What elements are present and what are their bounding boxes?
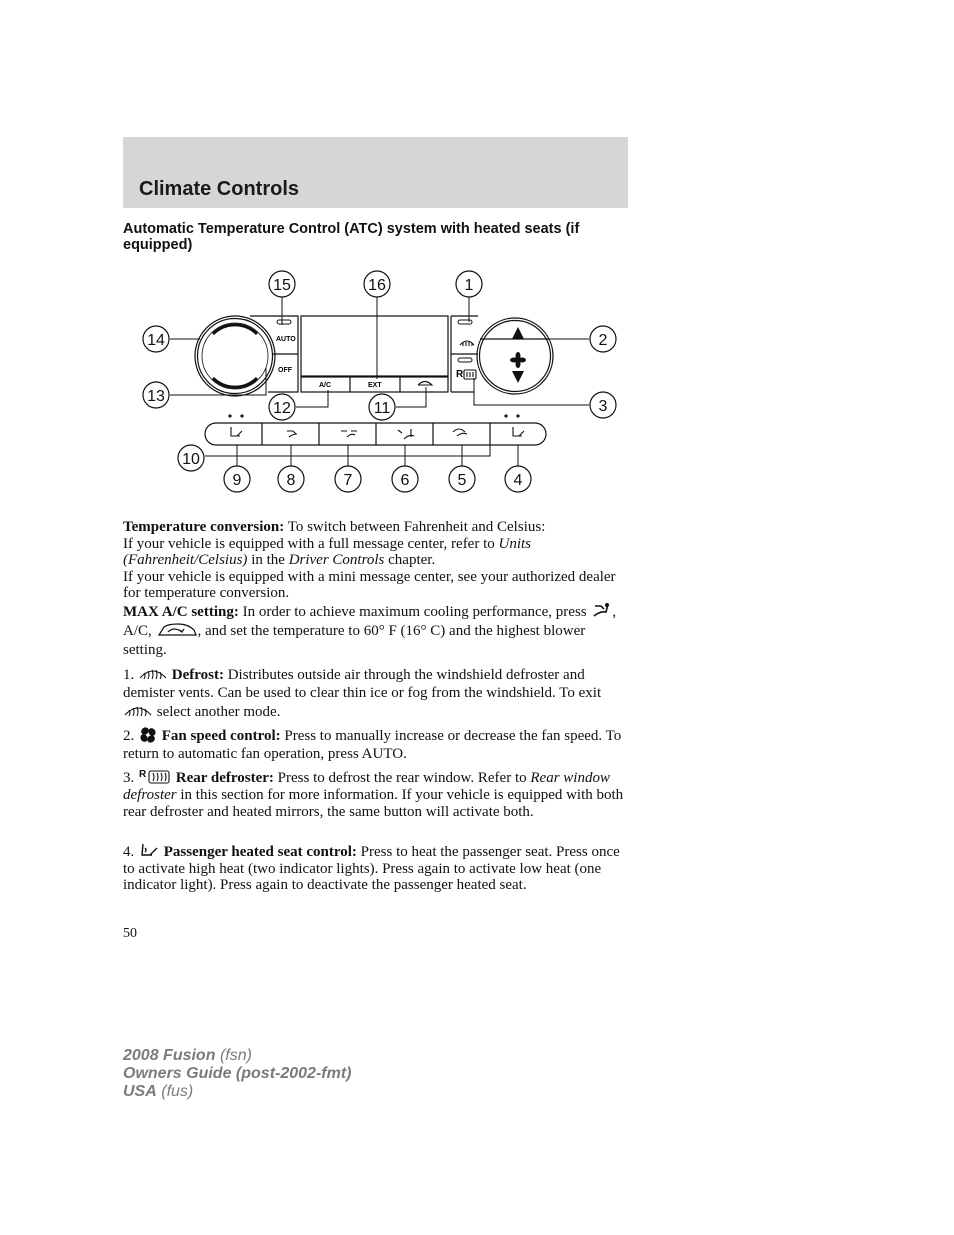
- fan-knob-symbols: [510, 327, 526, 383]
- front-defrost-icon: [138, 665, 168, 683]
- front-defrost-icon: [460, 341, 474, 346]
- floor-icon: [398, 429, 414, 439]
- panel-floor-icon: [341, 431, 357, 437]
- page-number: 50: [123, 926, 137, 941]
- fan-speed-knob: [477, 318, 553, 394]
- passenger-seat-icon: [513, 427, 524, 436]
- callout-5: [449, 466, 475, 492]
- ac-label: A/C: [319, 382, 332, 389]
- temperature-conversion-chapter: chapter.: [388, 552, 436, 568]
- svg-text:15: 15: [273, 277, 291, 294]
- temperature-conversion-line3: If your vehicle is equipped with a mini message center, see your authorized dealer for temperature conversion.: [123, 568, 616, 601]
- callout-10: [178, 445, 204, 471]
- recirculation-icon: [156, 623, 198, 639]
- footer-guide: Owners Guide (post-2002-fmt): [123, 1065, 352, 1082]
- fan-speed-item: [123, 726, 628, 763]
- callout-15: [269, 271, 295, 297]
- floor-defrost-icon: [453, 429, 467, 436]
- callout-7: [335, 466, 361, 492]
- rear-defrost-number: 3.: [123, 770, 135, 786]
- temperature-conversion-section: [123, 519, 628, 602]
- front-defrost-icon: [123, 702, 153, 720]
- passenger-seat-item: [123, 842, 628, 894]
- fan-icon: [138, 726, 158, 744]
- callout-3: [590, 392, 616, 418]
- driver-seat-icon: [231, 427, 242, 436]
- callout-1: [456, 271, 482, 297]
- svg-text:12: 12: [273, 400, 291, 417]
- defrost-heading: Defrost:: [171, 667, 224, 683]
- panel-vent-icon: [287, 431, 297, 437]
- rear-defrost-icon: [138, 768, 172, 786]
- svg-text:9: 9: [232, 472, 242, 489]
- defrost-text-b: select another mode.: [156, 704, 281, 720]
- callout-13: [143, 382, 169, 408]
- units-reference: Units (Fahrenheit/Celsius): [123, 535, 532, 568]
- driver-controls-reference: Driver Controls: [288, 552, 385, 568]
- heated-seat-icon: [138, 842, 160, 860]
- climate-panel-diagram: [0, 0, 954, 500]
- callout-14: [143, 326, 169, 352]
- callout-9: [224, 466, 250, 492]
- footer-model: 2008 Fusion: [123, 1047, 216, 1064]
- rear-defrost-text-b: in this section for more information. If your vehicle is equipped with both rear defroster and heated mirrors, the same button will activate both.: [123, 787, 624, 820]
- defrost-text-a: Distributes outside air through the windshield defroster and demister vents. Can be used to clear thin ice or fog from the windshield. To exit: [123, 667, 602, 701]
- svg-text:14: 14: [147, 332, 165, 349]
- rear-defrost-icon: [464, 370, 476, 379]
- max-ac-heading: MAX A/C setting:: [123, 604, 239, 620]
- display-screen: [301, 316, 448, 376]
- svg-text:16: 16: [368, 277, 386, 294]
- temperature-conversion-in-the: in the: [251, 552, 285, 568]
- rear-window-defroster-reference: Rear window defroster: [123, 770, 610, 803]
- callout-4: [505, 466, 531, 492]
- fan-heading: Fan speed control:: [161, 728, 281, 744]
- temperature-conversion-line2: If your vehicle is equipped with a full message center, refer to: [123, 535, 495, 552]
- callout-16: [364, 271, 390, 297]
- temperature-conversion-heading: Temperature conversion:: [123, 519, 285, 535]
- footer-market-code: (fus): [161, 1083, 194, 1100]
- svg-text:5: 5: [457, 472, 467, 489]
- fan-number: 2.: [123, 728, 135, 744]
- rear-label: R: [456, 369, 464, 380]
- footer-model-code: (fsn): [219, 1047, 252, 1064]
- panel-vent-icon: [590, 602, 612, 620]
- callout-11: [369, 394, 395, 420]
- defrost-number: 1.: [123, 667, 135, 683]
- seat-text: Press to heat the passenger seat. Press once to activate high heat (two indicator lights). Press again to activate low heat (one indicator light). Press again to deactivate the passenger heated seat.: [123, 844, 620, 893]
- temperature-conversion-line1: To switch between Fahrenheit and Celsius:: [287, 519, 546, 535]
- recirculation-icon: [418, 382, 432, 386]
- footer-market: USA: [123, 1083, 157, 1100]
- svg-text:8: 8: [286, 472, 296, 489]
- callout-6: [392, 466, 418, 492]
- svg-text:4: 4: [513, 472, 523, 489]
- svg-text:7: 7: [343, 472, 353, 489]
- svg-text:13: 13: [147, 388, 165, 405]
- ext-label: EXT: [368, 382, 382, 389]
- callout-8: [278, 466, 304, 492]
- callout-12: [269, 394, 295, 420]
- defrost-item: [123, 665, 628, 722]
- fan-text: Press to manually increase or decrease the fan speed. To return to automatic fan operation, press AUTO.: [123, 728, 622, 762]
- svg-text:2: 2: [598, 332, 608, 349]
- max-ac-text-a: In order to achieve maximum cooling performance, press: [242, 604, 587, 620]
- auto-label: AUTO: [276, 336, 296, 343]
- svg-text:3: 3: [598, 398, 608, 415]
- svg-text:R: R: [139, 769, 147, 780]
- svg-text:11: 11: [373, 400, 391, 417]
- rear-defroster-item: [123, 768, 628, 821]
- max-ac-text-c: , and set the temperature to 60° F (16° C) and the highest blower setting.: [123, 623, 586, 658]
- rear-defrost-heading: Rear defroster:: [175, 770, 274, 786]
- svg-text:10: 10: [182, 451, 200, 468]
- temperature-knob: [195, 316, 275, 396]
- document-footer: [123, 1047, 351, 1101]
- subheading: Automatic Temperature Control (ATC) system with heated seats (if equipped): [123, 221, 580, 253]
- max-ac-text-b: , A/C,: [123, 604, 617, 639]
- svg-text:1: 1: [464, 277, 474, 294]
- rear-defrost-text-a: Press to defrost the rear window. Refer to: [277, 770, 527, 786]
- max-ac-section: [123, 602, 628, 660]
- off-label: OFF: [278, 367, 292, 374]
- seat-heading: Passenger heated seat control:: [163, 844, 357, 860]
- section-title: Climate Controls: [139, 178, 300, 200]
- callout-2: [590, 326, 616, 352]
- seat-number: 4.: [123, 844, 135, 860]
- svg-text:6: 6: [400, 472, 410, 489]
